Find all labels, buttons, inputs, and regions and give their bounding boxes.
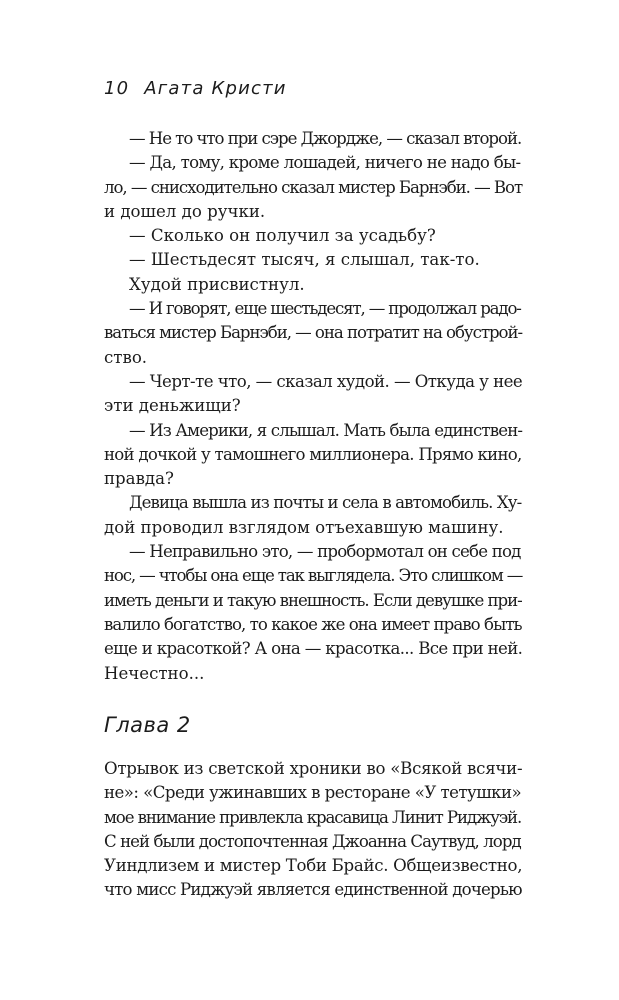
text-line: ной дочкой у тамошнего миллионера. Прямо кино, bbox=[104, 444, 522, 464]
text-line: мое внимание привлекла красавица Линит Риджуэй. bbox=[104, 807, 522, 827]
body-text bbox=[104, 127, 522, 686]
text-line: валило богатство, то какое же она имеет право быть bbox=[104, 614, 522, 634]
text-line: — И говорят, еще шестьдесят, — продолжал радо- bbox=[129, 299, 521, 319]
text-line: — Сколько он получил за усадьбу? bbox=[129, 226, 436, 246]
text-line: ло, — снисходительно сказал мистер Барнэби. — Вот bbox=[104, 177, 523, 197]
page-number: 10 bbox=[104, 78, 130, 99]
text-line: ство. bbox=[104, 347, 148, 367]
chapter-text bbox=[104, 757, 522, 903]
text-line: нос, — чтобы она еще так выглядела. Это слишком — bbox=[104, 566, 523, 586]
text-line: ваться мистер Барнэби, — она потратит на обустрой- bbox=[104, 323, 523, 343]
text-line: Уиндлизем и мистер Тоби Брайс. Общеизвестно, bbox=[104, 856, 523, 876]
text-line: иметь деньги и такую внешность. Если девушке при- bbox=[104, 590, 522, 610]
text-line: Нечестно... bbox=[104, 663, 205, 683]
text-line: эти деньжищи? bbox=[104, 396, 241, 416]
text-line: — Не то что при сэре Джордже, — сказал второй. bbox=[129, 129, 522, 148]
text-line: дой проводил взглядом отъехавшую машину. bbox=[104, 517, 504, 537]
chapter-heading: Глава 2 bbox=[104, 713, 191, 737]
text-line: Девица вышла из почты и села в автомобиль. Ху- bbox=[129, 493, 522, 513]
text-line: — Черт-те что, — сказал худой. — Откуда у нее bbox=[129, 371, 523, 391]
text-line: правда? bbox=[104, 469, 174, 489]
running-head bbox=[104, 78, 287, 100]
text-line: и дошел до ручки. bbox=[104, 201, 266, 221]
text-line: не»: «Среди ужинавших в ресторане «У тетушки» bbox=[104, 783, 522, 803]
text-line: Отрывок из светской хроники во «Всякой всячи- bbox=[104, 759, 523, 778]
text-line: — Из Америки, я слышал. Мать была единствен- bbox=[129, 420, 523, 440]
text-line: — Да, тому, кроме лошадей, ничего не надо бы- bbox=[129, 153, 521, 173]
text-line: С ней были достопочтенная Джоанна Саутвуд, лорд bbox=[104, 831, 521, 851]
text-line: что мисс Риджуэй является единственной дочерью bbox=[104, 880, 522, 900]
author-name: Агата Кристи bbox=[144, 78, 287, 99]
text-line: еще и красоткой? А она — красотка... Все при ней. bbox=[104, 639, 523, 659]
text-line: Худой присвистнул. bbox=[129, 274, 305, 294]
text-line: — Шестьдесят тысяч, я слышал, так-то. bbox=[129, 250, 480, 270]
text-line: — Неправильно это, — пробормотал он себе под bbox=[129, 542, 521, 562]
